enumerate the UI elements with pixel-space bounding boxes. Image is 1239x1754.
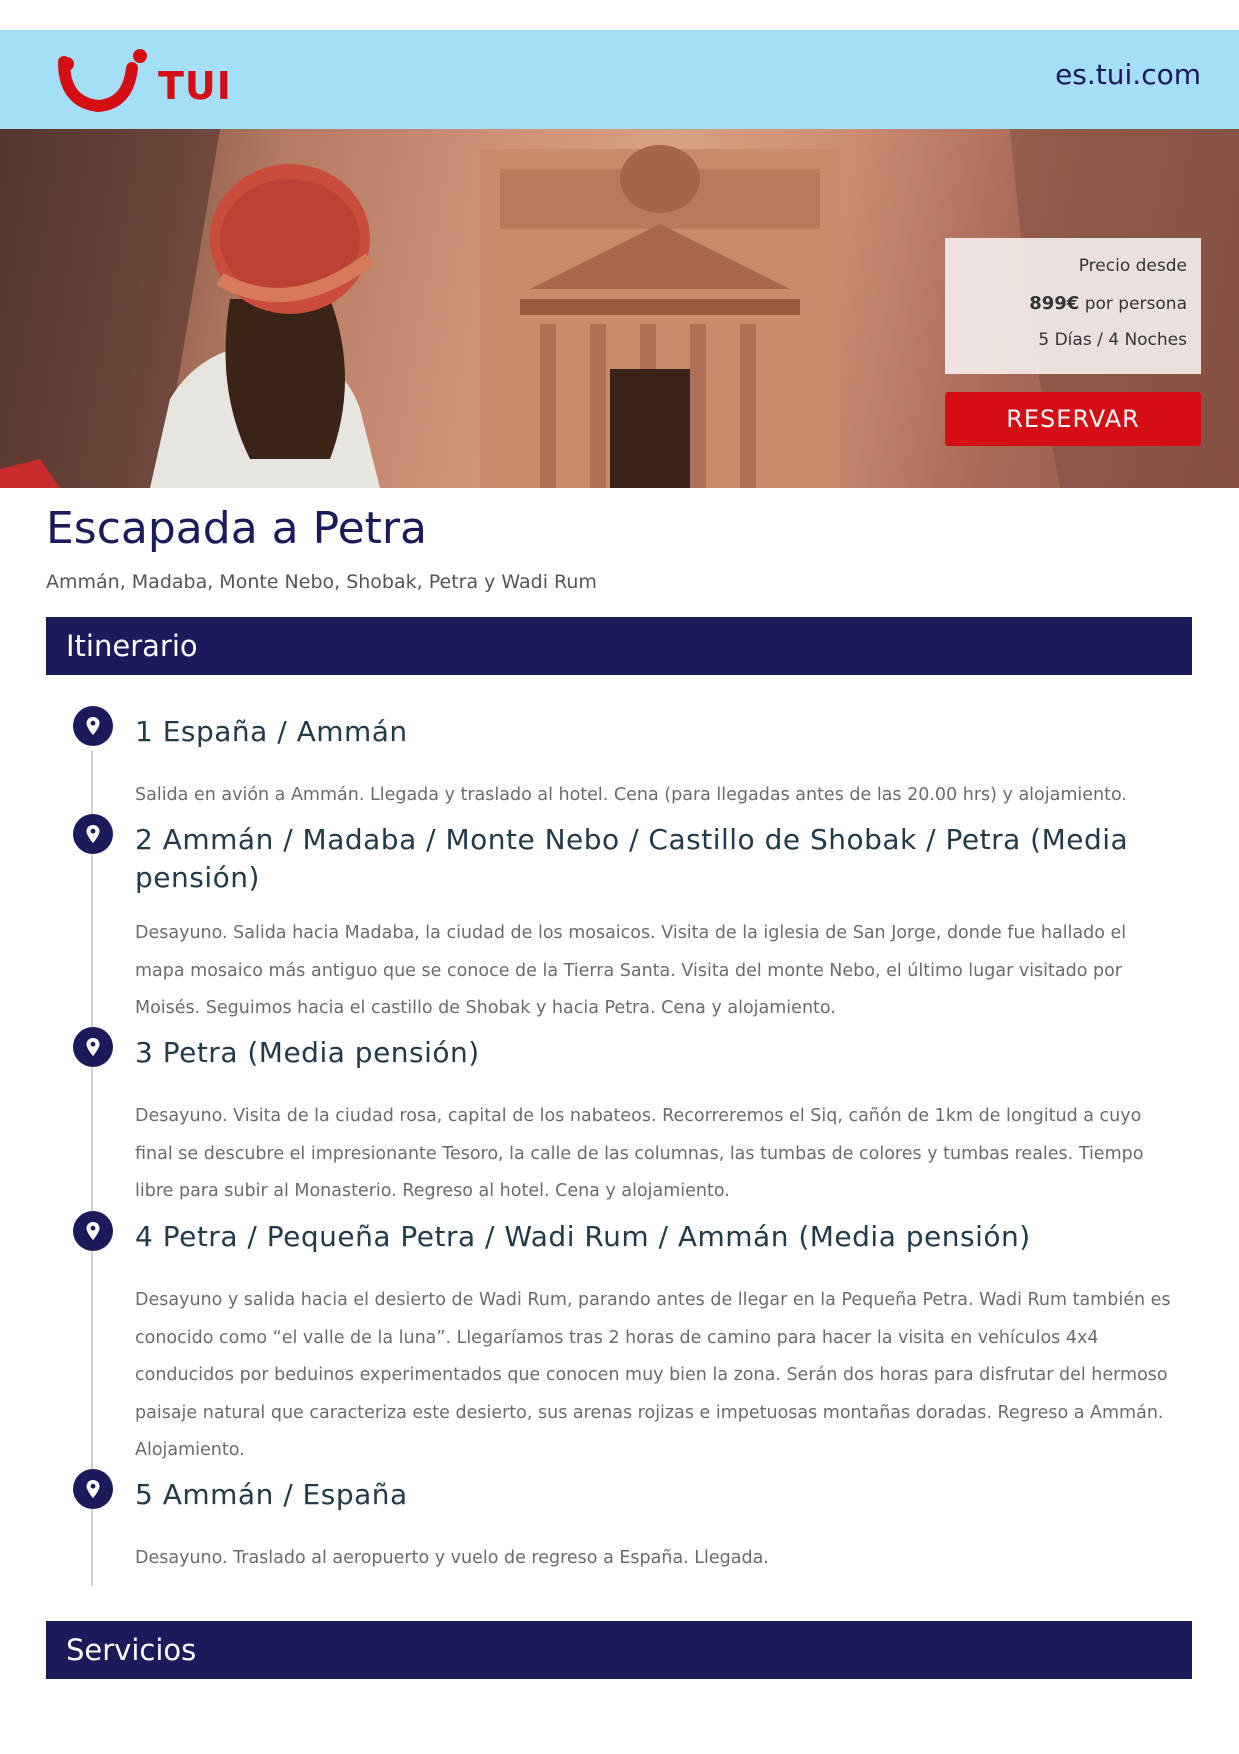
trip-subtitle: Ammán, Madaba, Monte Nebo, Shobak, Petra y Wadi Rum (46, 571, 597, 593)
itinerary-day-description: Desayuno. Visita de la ciudad rosa, capital de los nabateos. Recorreremos el Siq, cañón de 1km de longitud a cuyo final se descubre el impresionante Tesoro, la calle de las columnas, las tumbas de colores y tumbas reales. Tiempo libre para subir al Monasterio. Regreso al hotel. Cena y alojamiento. (135, 1106, 1144, 1201)
price-box (945, 238, 1201, 374)
itinerary-day-title: 1 España / Ammán (135, 715, 408, 748)
section-header-itinerary: Itinerario (46, 617, 1192, 675)
site-header (0, 30, 1239, 129)
section-header-services: Servicios (46, 1621, 1192, 1679)
itinerary-day-title: 5 Ammán / España (135, 1478, 408, 1511)
location-pin-icon (73, 814, 113, 854)
timeline-line (91, 750, 93, 1586)
location-pin-icon (73, 1469, 113, 1509)
site-url-link[interactable]: es.tui.com (1055, 58, 1201, 91)
page-title: Escapada a Petra (46, 503, 427, 554)
itinerary-day-description: Desayuno. Salida hacia Madaba, la ciudad de los mosaicos. Visita de la iglesia de San Jorge, donde fue hallado el mapa mosaico más antiguo que se conoce de la Tierra Santa. Visita del monte Nebo, el último lugar visitado por Moisés. Seguimos hacia el castillo de Shobak y hacia Petra. Cena y alojamiento. (135, 923, 1127, 1018)
itinerary-day-description: Desayuno. Traslado al aeropuerto y vuelo de regreso a España. Llegada. (135, 1548, 769, 1568)
price-label: Precio desde (1078, 256, 1187, 276)
reserve-button[interactable]: RESERVAR (945, 392, 1201, 446)
price-line (945, 293, 1187, 330)
itinerary-day-description: Desayuno y salida hacia el desierto de Wadi Rum, parando antes de llegar en la Pequeña Petra. Wadi Rum también es conocido como “el valle de la luna”. Llegaríamos tras 2 horas de camino para hacer la visita en vehículos 4x4 conducidos por beduinos experimentados que conocen muy bien la zona. Serán dos horas para disfrutar del hermoso paisaje natural que caracteriza este desierto, sus arenas rojizas e impetuosas montañas doradas. Regreso a Ammán. Alojamiento. (135, 1290, 1171, 1460)
itinerary-day-title: 4 Petra / Pequeña Petra / Wadi Rum / Ammán (Media pensión) (135, 1220, 1031, 1253)
location-pin-icon (73, 706, 113, 746)
price-unit: por persona (1084, 294, 1187, 314)
location-pin-icon (73, 1211, 113, 1251)
trip-duration: 5 Días / 4 Noches (1038, 330, 1187, 350)
itinerary-day-description: Salida en avión a Ammán. Llegada y traslado al hotel. Cena (para llegadas antes de las 20.00 hrs) y alojamiento. (135, 785, 1127, 805)
itinerary-day-title: 2 Ammán / Madaba / Monte Nebo / Castillo de Shobak / Petra (Media pensión) (135, 823, 1129, 894)
itinerary-day-title: 3 Petra (Media pensión) (135, 1036, 480, 1069)
price-amount: 899€ (1029, 293, 1080, 314)
logo-text: TUI (158, 64, 232, 108)
location-pin-icon (73, 1027, 113, 1067)
